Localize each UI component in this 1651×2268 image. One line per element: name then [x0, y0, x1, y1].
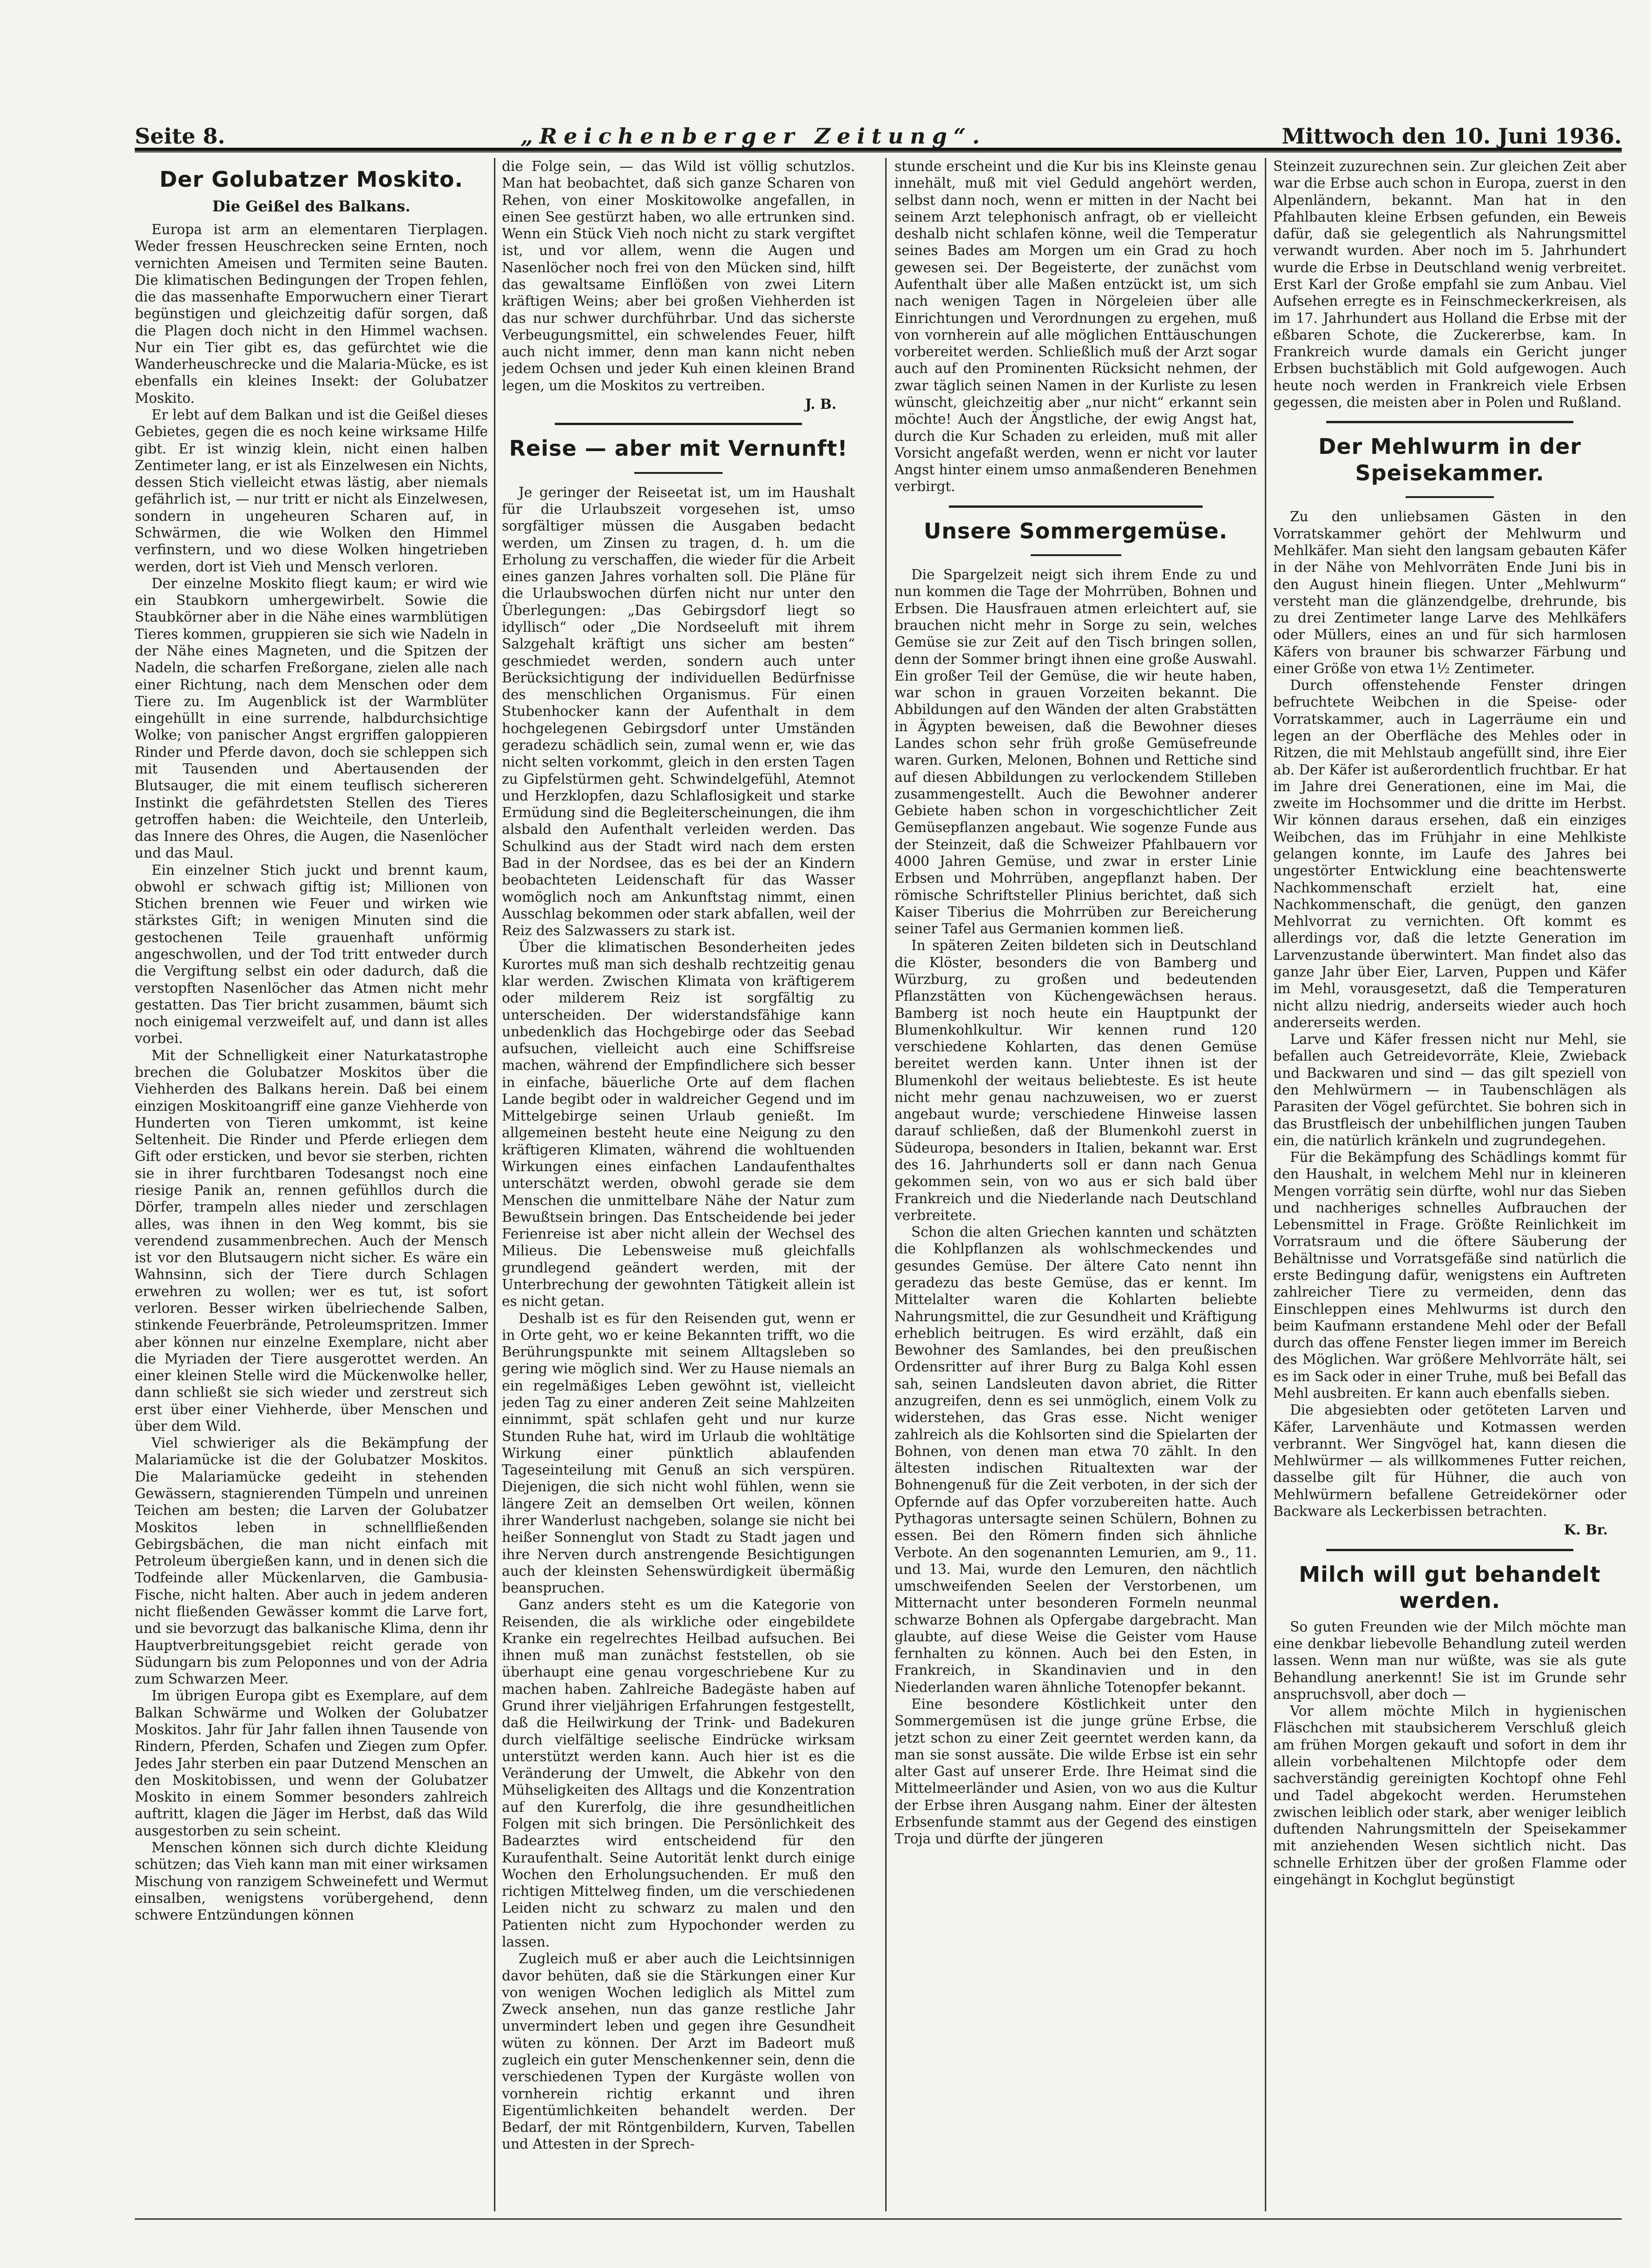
paragraph: Die Spargelzeit neigt sich ihrem Ende zu und nun kommen die Tage der Mohrrüben, Bohnen und Erbsen. Die Hausfrauen atmen erleichtert auf, sie brauchen nicht mehr in Sorge zu sein, welches Gemüse sie zur Zeit auf den Tisch bringen sollen, denn der Sommer bringt ihnen eine große Auswahl. Ein großer Teil der Gemüse, die wir heute haben, war schon in grauen Vorzeiten bekannt. Die Abbildungen auf den Wänden der alten Grabstätten in Ägypten beweisen, daß die Bewohner dieses Landes schon sehr früh große Gemüsefreunde waren. Gurken, Melonen, Bohnen und Rettiche sind auf diesen Abbildungen zu verlockendem Stilleben zusammengestellt. Auch die Bewohner anderer Gebiete haben schon in vorgeschichtlicher Zeit Gemüsepflanzen angebaut. Wie sogenze Funde aus der Steinzeit, daß die Schweizer Pfahlbauern vor 4000 Jahren Gemüse, und zwar in erster Linie Erbsen und Mohrrüben, angepflanzt haben. Der römische Schriftsteller Plinius berichtet, daß sich Kaiser Tiberius die Mohrrüben zur Bereicherung seiner Tafel aus Germanien kommen ließ. [895, 567, 1257, 937]
paragraph: Steinzeit zuzurechnen sein. Zur gleichen Zeit aber war die Erbse auch schon in Europa, zuerst in den Alpenländern, bekannt. Man hat in den Pfahlbauten kleine Erbsen gefunden, ein Beweis dafür, daß sie gelegentlich als Nahrungsmittel verwandt wurden. Aber noch im 5. Jahrhundert wurde die Erbse in Deutschland wenig verbreitet. Erst Karl der Große empfahl sie zum Anbau. Viel Aufsehen erregte es in Feinschmeckerkreisen, als im 17. Jahrhundert aus Holland die Erbse mit der eßbaren Schote, die Zuckererbse, kam. In Frankreich wurde damals ein Gericht junger Erbsen buchstäblich mit Gold aufgewogen. Auch heute noch werden in Frankreich viele Erbsen gegessen, die meisten aber in Polen und Rußland. [1273, 158, 1626, 410]
article-separator [1326, 1549, 1573, 1551]
paragraph: Je geringer der Reiseetat ist, um im Haushalt für die Urlaubszeit vorgesehen ist, umso sorgfältiger müssen die Ausgaben bedacht werden, um Zinsen zu tragen, d. h. um die Erholung zu verschaffen, die wieder für die Arbeit eines ganzen Jahres vorhalten soll. Die Pläne für die Urlaubswochen dürfen nicht nur unter den Überlegungen: „Das Gebirgsdorf liegt so idyllisch“ oder „Die Nordseeluft mit ihrem Salzgehalt kräftigt uns sicher am besten“ geschmiedet werden, sondern auch unter Berücksichtigung der individuellen Bedürfnisse des menschlichen Organismus. Für einen Stubenhocker kann der Aufenthalt in dem hochgelegenen Gebirgsdorf unter Umständen geradezu schädlich sein, zumal wenn er, wie das nicht selten vorkommt, gleich in den ersten Tagen zu Gipfelstürmen geht. Schwindelgefühl, Atemnot und Herzklopfen, dazu Schlaflosigkeit und starke Ermüdung sind die Begleiterscheinungen, die ihm alsbald den Aufenthalt verleiden werden. Das Schulkind aus der Stadt wird nach dem ersten Bad in der Nordsee, das es bei der an Kindern beobachteten Leidenschaft für das Wasser womöglich noch am Ankunftstag nimmt, einen Ausschlag bekommen oder stark abfallen, weil der Reiz des Salzwassers zu stark ist. [502, 484, 855, 939]
paragraph: Zu den unliebsamen Gästen in den Vorratskammer gehört der Mehlwurm und Mehlkäfer. Man sieht den langsam gebauten Käfer in der Nähe von Mehlvorräten Ende Juni bis in den August hinein fliegen. Unter „Mehlwurm“ versteht man die glänzendgelbe, drehrunde, bis zu drei Zentimeter lange Larve des Mehlkäfers oder Müllers, eines an und für sich harmlosen Käfers von brauner bis schwarzer Färbung und einer Größe von etwa 1½ Zentimeter. [1273, 509, 1626, 676]
page-number: Seite 8. [135, 124, 225, 149]
title-rule [634, 472, 723, 474]
article-title: Der Golubatzer Moskito. [159, 167, 463, 192]
paragraph: Die abgesiebten oder getöteten Larven und Käfer, Larvenhäute und Kotmassen werden verbrannt. Wer Singvögel hat, kann diesen die Mehlwürmer — als willkommenes Futter reichen, dasselbe gilt für Hühner, die auch von Mehlwürmern befallene Getreidekörner oder Backware als Leckerbissen betrachten. [1273, 1402, 1626, 1519]
issue-date: Mittwoch den 10. Juni 1936. [1282, 124, 1622, 149]
paragraph: Für die Bekämpfung des Schädlings kommt für den Haushalt, in welchem Mehl nur in kleineren Mengen vorrätig sein dürfte, wohl nur das Sieben und nachheriges schnelles Aufbrauchen der Lebensmittel in Frage. Größte Reinlichkeit im Vorratsraum und die öftere Säuberung der Behältnisse und Vorratsgefäße sind natürlich die erste Bedingung dafür, wenigstens ein Auftreten zahlreicher Tiere zu vermeiden, denn das Einschleppen eines Mehlwurms ist durch den beim Kaufmann erstandene Mehl oder der Befall durch das offene Fenster liegen immer im Bereich des Möglichen. War größere Mehlvorräte hält, sei es im Sack oder in einer Truhe, muß bei Befall das Mehl ausbreiten. Er kann auch ebenfalls sieben. [1273, 1149, 1626, 1401]
paragraph: Mit der Schnelligkeit einer Naturkatastrophe brechen die Golubatzer Moskitos über die Viehherden des Balkans herein. Daß bei einem einzigen Moskitoangriff eine ganze Viehherde von Hunderten von Tieren umkommt, ist keine Seltenheit. Die Rinder und Pferde erliegen dem Gift oder ersticken, und bevor sie sterben, richten sie in ihrer furchtbaren Todesangst noch eine riesige Panik an, rennen gefühllos durch die Dörfer, trampeln alles nieder und zerschlagen alles, was ihnen in den Weg kommt, bis sie verendend zusammenbrechen. Auch der Mensch ist vor den Blutsaugern nicht sicher. Es wäre ein Wahnsinn, sich der Tiere durch Schlagen erwehren zu wollen; wer es tut, ist sofort verloren. Besser wirken übelriechende Salben, stinkende Feuerbrände, Petroleumspritzen. Immer aber können nur einzelne Exemplare, nicht aber die Myriaden der Tiere ausgerottet werden. An einer kleinen Stelle wird die Mückenwolke heller, dann schließt sie sich wieder und zerstreut sich erst über einer Viehherde, über Menschen und über dem Wild. [135, 1047, 488, 1434]
title-rule [1031, 554, 1121, 556]
paragraph: Zugleich muß er aber auch die Leichtsinnigen davor behüten, daß sie die Stärkungen einer Kur von wenigen Wochen lediglich als Mittel zum Zweck ansehen, nun das ganze restliche Jahr unvermindert leben und gegen ihre Gesundheit wüten zu können. Der Arzt im Badeort muß zugleich ein guter Menschenkenner sein, denn die verschiedenen Typen der Kurgäste wollen von vornherein richtig erkannt und ihren Eigentümlichkeiten behandelt werden. Der Bedarf, der mit Röntgenbildern, Kurven, Tabellen und Attesten in der Sprech- [502, 1951, 855, 2152]
paragraph: Vor allem möchte Milch in hygienischen Fläschchen mit staubsicherem Verschluß gleich am frühen Morgen gekauft und sofort in dem ihr allein vorbehaltenen Milchtopfe oder dem sachverständig gereinigten Kochtopf ohne Fehl und Tadel abgekocht werden. Herumstehen zwischen leiblich oder stark, aber weniger leiblich duftenden Nahrungsmitteln der Speisekammer mit anziehenden Wesen sichtlich nicht. Das schnelle Erhitzen über der großen Flamme oder eingehängt in Kochglut begünstigt [1273, 1703, 1626, 1888]
article-separator [1326, 421, 1573, 423]
paragraph: Ein einzelner Stich juckt und brennt kaum, obwohl er schwach giftig ist; Millionen von Stichen brennen wie Feuer und wirken wie stärkstes Gift; in wenigen Minuten sind die gestochenen Teile grauenhaft unförmig angeschwollen, und der Tod tritt entweder durch die Vergiftung selbst ein oder dadurch, daß die verstopften Nasenlöcher das Atmen nicht mehr gestatten. Das Tier bricht zusammen, bäumt sich noch einigemal verzweifelt auf, und dann ist alles vorbei. [135, 862, 488, 1047]
column-divider [494, 158, 495, 2211]
title-rule [1406, 496, 1494, 498]
article-title: Der Mehlwurm in der Speisekammer. [1318, 434, 1581, 485]
paragraph: Im übrigen Europa gibt es Exemplare, auf dem Balkan Schwärme und Wolken der Golubatzer Moskitos. Jahr für Jahr fallen ihnen Tausende von Rindern, Pferden, Schafen und Ziegen zum Opfer. Jedes Jahr sterben ein paar Dutzend Menschen an den Moskitobissen, und wenn der Golubatzer Moskito in einem Sommer besonders zahlreich auftritt, klagen die Jäger im Herbst, daß das Wild ausgestorben zu sein scheint. [135, 1688, 488, 1839]
column-4 [1273, 158, 1626, 2211]
paragraph: Menschen können sich durch dichte Kleidung schützen; das Vieh kann man mit einer wirksamen Mischung von ranzigem Schweinefett und Wermut einsalben, wenigstens vorübergehend, denn schwere Entzündungen können [135, 1839, 488, 1923]
paragraph: Durch offenstehende Fenster dringen befruchtete Weibchen in die Speise- oder Vorratskammer, auch in Lagerräume ein und legen an der Oberfläche des Mehles oder in Ritzen, die mit Mehlstaub angefüllt sind, ihre Eier ab. Der Käfer ist außerordentlich fruchtbar. Er hat im Jahre drei Generationen, eine im Mai, die zweite im Hochsommer und die dritte im Herbst. Wir können daraus ersehen, daß ein einziges Weibchen, das im Frühjahr in eine Mehlkiste gelangen konnte, im Laufe des Jahres bei ungestörter Entwicklung eine beachtenswerte Nachkommenschaft erzielt hat, eine Nachkommenschaft, die genügt, den ganzen Mehlvorrat zu vernichten. Oft kommt es allerdings vor, daß die letzte Generation im Larvenzustande überwintert. Man findet also das ganze Jahr über Eier, Larven, Puppen und Käfer im Mehl, vorausgesetzt, daß die Temperaturen nicht allzu niedrig, anderseits wieder auch hoch andererseits werden. [1273, 677, 1626, 1030]
newspaper-title: „Reichenberger Zeitung“. [520, 124, 987, 149]
paragraph: die Folge sein, — das Wild ist völlig schutzlos. Man hat beobachtet, daß sich ganze Scharen von Rehen, von einer Moskitowolke angefallen, in einen See gestürzt haben, wo alle ertrunken sind. Wenn ein Stück Vieh noch nicht zu stark vergiftet ist, und vor allem, wenn die Augen und Nasenlöcher noch frei von den Mücken sind, hilft das gewaltsame Einflößen von zwei Litern kräftigen Weins; aber bei großen Viehherden ist das nur schwer durchführbar. Und das sicherste Verbeugungsmittel, ein schwelendes Feuer, hilft auch nicht immer, denn man kann nicht neben jedem Ochsen und jeder Kuh einen kleinen Brand legen, um die Moskitos zu vertreiben. [502, 158, 855, 393]
paragraph: Der einzelne Moskito fliegt kaum; er wird wie ein Staubkorn umhergewirbelt. Sowie die Staubkörner aber in die Nähe eines warmblütigen Tieres kommen, gruppieren sie sich wie Nadeln in der Nähe eines Magneten, und die Spitzen der Nadeln, die scharfen Freßorgane, zielen alle nach einer Richtung, nach dem Menschen oder dem Tiere zu. Im Augenblick ist der Warmblüter eingehüllt in eine surrende, halbdurchsichtige Wolke; von panischer Angst ergriffen galoppieren Rinder und Pferde davon, doch sie schleppen sich mit Tausenden und Abertausenden der Blutsauger, die mit einem teuflisch sichereren Instinkt die gefährdetsten Stellen des Tieres getroffen haben: die Weichteile, den Unterleib, das Innere des Ohres, die Augen, die Nasenlöcher und das Maul. [135, 575, 488, 861]
article-title: Milch will gut behandelt werden. [1299, 1561, 1601, 1613]
paragraph: Europa ist arm an elementaren Tierplagen. Weder fressen Heuschrecken seine Ernten, noch vernichten Ameisen und Termiten seine Bauten. Die klimatischen Bedingungen der Tropen fehlen, die das massenhafte Emporwuchern einer Tierart begünstigen und gleichzeitig dafür sorgen, daß die Plagen doch nicht in den Himmel wachsen. Nur ein Tier gibt es, das gefürchtet wie die Wanderheuschrecke und die Malaria-Mücke, es ist ebenfalls ein kleines Insekt: der Golubatzer Moskito. [135, 221, 488, 406]
article-title: Unsere Sommergemüse. [924, 518, 1228, 544]
column-2 [502, 158, 855, 2211]
paragraph: stunde erscheint und die Kur bis ins Kleinste genau innehält, muß mit viel Geduld angehört werden, selbst dann noch, wenn er mitten in der Nacht bei seinem Arzt telephonisch anfragt, ob er vielleicht deshalb nicht schlafen könne, weil die Temperatur seines Bades am Morgen um ein Grad zu hoch gewesen sei. Der Begeisterte, der zunächst vom Aufenthalt über alle Maßen entzückt ist, um sich nach wenigen Tagen in Nörgeleien über alle Einrichtungen und Verordnungen zu ergehen, muß von vornherein auf alle möglichen Enttäuschungen vorbereitet werden. Schließlich muß der Arzt sogar auch auf den Prominenten Rücksicht nehmen, der zwar täglich seinen Namen in der Kurliste zu lesen wünscht, gleichzeitig aber „nur nicht“ erkannt sein möchte! Auch der Ängstliche, der ewig Angst hat, durch die Kur Schaden zu erleiden, muß mit aller Vorsicht angefaßt werden, wenn er nicht vor lauter Angst hinter einem umso anmaßenderen Benehmen verbirgt. [895, 158, 1257, 495]
author-signature: K. Br. [1564, 1521, 1608, 1538]
column-divider [1265, 158, 1266, 2211]
article-separator [555, 423, 802, 425]
paragraph: Deshalb ist es für den Reisenden gut, wenn er in Orte geht, wo er keine Bekannten trifft, wo die Berührungspunkte mit seinem Alltagsleben so gering wie möglich sind. Wer zu Hause niemals an ein regelmäßiges Leben gewöhnt ist, vielleicht jeden Tag zu einer anderen Zeit seine Mahlzeiten einnimmt, spät schlafen geht und nur kurze Stunden Ruhe hat, wird im Urlaub die wohltätige Wirkung einer pünktlich ablaufenden Tageseinteilung mit Genuß an sich verspüren. Diejenigen, die sich nicht wohl fühlen, wenn sie längere Zeit an demselben Ort weilen, können ihrer Wanderlust nachgeben, solange sie nicht bei heißer Sonnenglut von Stadt zu Stadt jagen und ihre Nerven durch anstrengende Besichtigungen auch der kleinsten Sehenswürdigkeit übermäßig beanspruchen. [502, 1310, 855, 1596]
paragraph: Ganz anders steht es um die Kategorie von Reisenden, die als wirkliche oder eingebildete Kranke ein regelrechtes Heilbad aufsuchen. Bei ihnen muß man zunächst feststellen, ob sie überhaupt eine genau vorgeschriebene Kur zu machen haben. Zahlreiche Badegäste haben auf Grund ihrer vieljährigen Erfahrungen festgestellt, daß die Heilwirkung der Trink- und Badekuren durch vielfältige seelische Eindrücke wirksam unterstützt werden kann. Auch hier ist es die Veränderung der Umwelt, die Abkehr von den Mühseligkeiten des Alltags und die Konzentration auf den Kurerfolg, die ihre gesundheitlichen Folgen mit sich bringen. Die Persönlichkeit des Badearztes wird entscheidend für den Kuraufenthalt. Seine Autorität lenkt durch einige Wochen den Erholungsuchenden. Er muß den richtigen Mittelweg finden, um die verschiedenen Leiden nicht zu schwarz zu malen und den Patienten nicht zum Hypochonder werden zu lassen. [502, 1597, 855, 1950]
bottom-rule [135, 2218, 1622, 2220]
paragraph: Er lebt auf dem Balkan und ist die Geißel dieses Gebietes, gegen die es noch keine wirksame Hilfe gibt. Er ist winzig klein, nicht einen halben Zentimeter lang, er ist als Einzelwesen ein Nichts, dessen Stich vielleicht etwas lästig, aber niemals gefährlich ist, — nur tritt er nicht als Einzelwesen, sondern in ungeheuren Scharen auf, in Schwärmen, die wie Wolken den Himmel verfinstern, und wo diese Wolken hingetrieben werden, dort ist Vieh und Mensch verloren. [135, 407, 488, 575]
paragraph: Eine besondere Köstlichkeit unter den Sommergemüsen ist die junge grüne Erbse, die jetzt schon zu einer Zeit geerntet werden kann, da man sie sonst aussäte. Die wilde Erbse ist ein sehr alter Gast auf unserer Erde. Ihre Heimat sind die Mittelmeerländer und Asien, von wo aus die Kultur der Erbse ihren Ausgang nahm. Einer der ältesten Erbsenfunde stammt aus der Gegend des einstigen Troja und dürfte der jüngeren [895, 1696, 1257, 1847]
column-divider [885, 158, 887, 2211]
paragraph: In späteren Zeiten bildeten sich in Deutschland die Klöster, besonders die von Bamberg und Würzburg, zu großen und bedeutenden Pflanzstätten von Küchengewächsen heraus. Bamberg ist noch heute ein Hauptpunkt der Blumenkohlkultur. Wir kennen rund 120 verschiedene Kohlarten, das denen Gemüse bereitet werden kann. Unter ihnen ist der Blumenkohl der weitaus beliebteste. Es ist heute nicht mehr genau nachzuweisen, wo er zuerst angebaut wurde; verschiedene Hinweise lassen darauf schließen, daß der Blumenkohl zuerst in Südeuropa, besonders in Italien, bekannt war. Erst des 16. Jahrhunderts soll er dann nach Genua gekommen sein, von wo aus er sich bald über Frankreich und die Niederlande nach Deutschland verbreitete. [895, 937, 1257, 1223]
page-header [135, 111, 1622, 149]
article-title: Reise — aber mit Vernunft! [509, 436, 848, 461]
paragraph: So guten Freunden wie der Milch möchte man eine denkbar liebevolle Behandlung zuteil werden lassen. Wenn man nur wüßte, was sie als gute Behandlung anerkennt! Sie ist im Grunde sehr anspruchsvoll, aber doch — [1273, 1619, 1626, 1702]
column-1 [135, 158, 488, 2211]
paragraph: Viel schwieriger als die Bekämpfung der Malariamücke ist die der Golubatzer Moskitos. Die Malariamücke gedeiht in stehenden Gewässern, stagnierenden Tümpeln und unreinen Teichen am besten; die Larven der Golubatzer Moskitos leben in schnellfließenden Gebirgsbächen, die man nicht einfach mit Petroleum übergießen kann, und in denen sich die Todfeinde aller Mückenlarven, die Gambusia-Fische, nicht halten. Aber auch in jedem anderen nicht fließenden Gewässer kommt die Larve fort, und sie bevorzugt das balkanische Klima, denn ihr Hauptverbreitungsgebiet reicht gerade von Südungarn bis zum Peloponnes und von der Adria zum Schwarzen Meer. [135, 1435, 488, 1687]
paragraph: Larve und Käfer fressen nicht nur Mehl, sie befallen auch Getreidevorräte, Kleie, Zwieback und Backwaren und sind — das gilt speziell von den Mehlwürmern — in Taubenschlägen als Parasiten der Vögel gefürchtet. Sie bohren sich in das Brustfleisch der unbehilflichen jungen Tauben ein, die natürlich kränkeln und zugrundegehen. [1273, 1031, 1626, 1148]
paragraph: Schon die alten Griechen kannten und schätzten die Kohlpflanzen als wohlschmeckendes und gesundes Gemüse. Der ältere Cato nennt ihn geradezu das beste Gemüse, das er kennt. Im Mittelalter waren die Kohlarten beliebte Nahrungsmittel, die zur Gesundheit und Kräftigung erheblich beitrugen. Es wird erzählt, daß ein Bewohner des Samlandes, bei den preußischen Ordensritter auf ihrer Burg zu Balga Kohl essen sah, seinen Landsleuten davon abriet, die Ritter anzugreifen, denn es sei unmöglich, einem Volk zu widerstehen, das Gras esse. Nicht weniger zahlreich als die Kohlsorten sind die Spielarten der Bohnen, von denen man etwa 70 zählt. In den ältesten indischen Ritualtexten war der Bohnengenuß für die Zeit verboten, in der sich der Opfernde auf das Opfer vorzubereiten hatte. Auch Pythagoras untersagte seinen Schülern, Bohnen zu essen. Bei den Römern finden sich ähnliche Verbote. An den sogenannten Lemurien, am 9., 11. und 13. Mai, wurde den Lemuren, den nächtlich umschweifenden Seelen der Verstorbenen, um Mitternacht unter besonderen Formeln neunmal schwarze Bohnen als Opfergabe dargebracht. Man glaubte, auf diese Weise die Geister vom Hause fernhalten zu können. Auch bei den Esten, in Frankreich, in Skandinavien und in den Niederlanden waren ähnliche Totenopfer bekannt. [895, 1224, 1257, 1695]
author-signature: J. B. [805, 395, 836, 412]
article-subtitle: Die Geißel des Balkans. [212, 197, 411, 215]
paragraph: Über die klimatischen Besonderheiten jedes Kurortes muß man sich deshalb rechtzeitig genau klar werden. Zwischen Klimata von kräftigerem oder milderem Reiz ist sorgfältig zu unterscheiden. Der widerstandsfähige kann unbedenklich das Hochgebirge oder das Seebad aufsuchen, vielleicht auch eine Schiffsreise machen, während der Empfindlichere sich besser in einfache, bäuerliche Orte auf dem flachen Lande begibt oder in waldreicher Gegend und im Mittelgebirge seinen Urlaub genießt. Im allgemeinen besteht heute eine Neigung zu den kräftigeren Klimaten, während die wohltuenden Wirkungen eines einfachen Landaufenthaltes unterschätzt werden, obwohl gerade sie dem Menschen die unmittelbare Nähe der Natur zum Bewußtsein bringen. Das Entscheidende bei jeder Ferienreise ist aber nicht allein der Wechsel des Milieus. Die Lebensweise muß gleichfalls grundlegend geändert werden, mit der Unterbrechung der gewohnten Tätigkeit allein ist es nicht getan. [502, 939, 855, 1310]
column-3 [895, 158, 1257, 2211]
article-separator [949, 505, 1203, 508]
header-rule [135, 148, 1622, 152]
